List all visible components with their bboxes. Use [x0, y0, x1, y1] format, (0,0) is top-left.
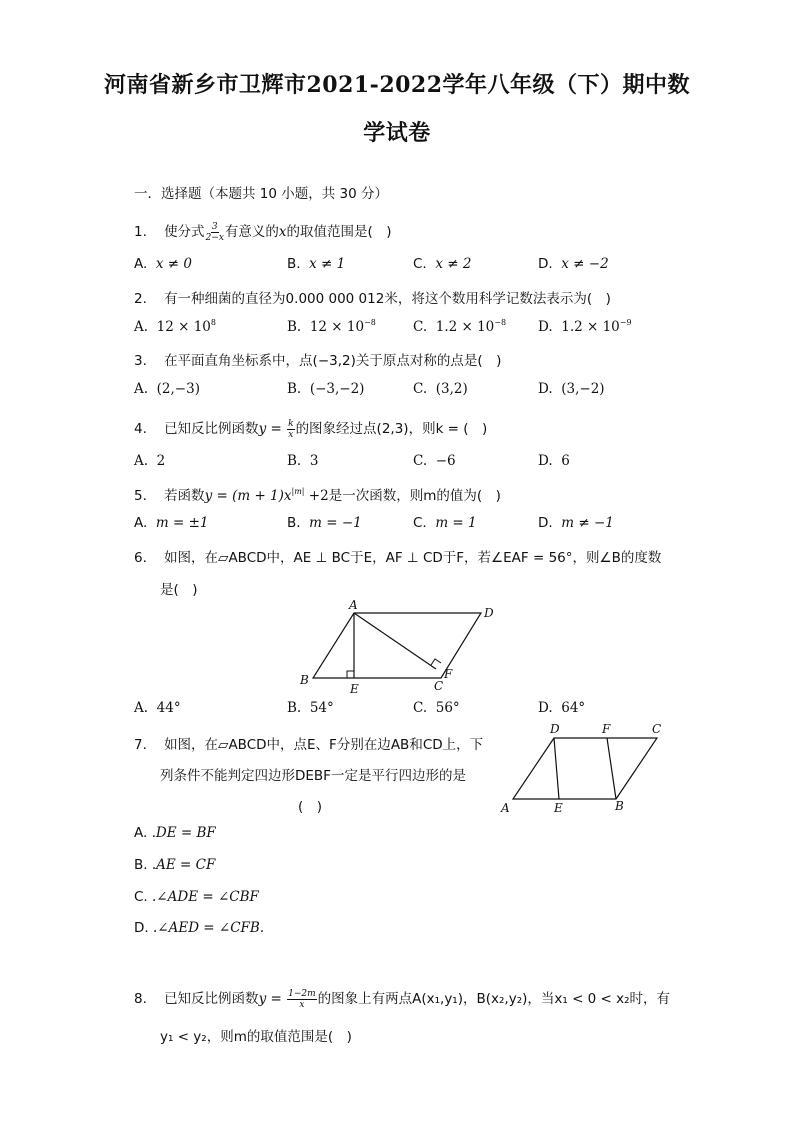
- question-text: 有意义的: [224, 224, 279, 240]
- fraction: [287, 989, 317, 1010]
- option-text: 3: [309, 453, 319, 469]
- q4-option-b: [287, 453, 318, 469]
- q3-option-c: [413, 381, 468, 397]
- option-label: B.: [287, 700, 302, 716]
- q5-option-a: [134, 515, 209, 531]
- question-number: 4.: [134, 421, 147, 437]
- variable: x: [278, 224, 287, 240]
- q1-option-d: [538, 256, 609, 272]
- option-text: (3,−2): [561, 381, 605, 397]
- q2-option-a: [134, 318, 216, 335]
- option-exponent: −9: [619, 318, 632, 327]
- question-number: 6.: [134, 550, 147, 566]
- question-text: 有一种细菌的直径为0.000 000 012米，将这个数用科学记数法表示为( ): [164, 291, 611, 307]
- fraction-denominator: x: [299, 999, 305, 1010]
- question-text: 在平面直角坐标系中，点(−3,2)关于原点对称的点是( ): [164, 353, 502, 369]
- q6-parallelogram-figure: [295, 595, 510, 695]
- fraction: [287, 419, 294, 440]
- option-text: 6: [561, 453, 570, 469]
- q2-option-b: [287, 318, 376, 335]
- equation-lhs: y =: [258, 991, 287, 1007]
- exam-title-line2: 学试卷: [363, 120, 431, 146]
- option-label: B.: [287, 381, 302, 397]
- question-text: 若函数: [164, 488, 205, 504]
- option-label: A.: [134, 515, 148, 531]
- question-number: 7.: [134, 737, 147, 753]
- option-label: D.: [134, 920, 149, 936]
- function-expression: y = (m + 1)x: [204, 488, 292, 504]
- option-label: A.: [134, 256, 148, 272]
- label-d: D: [550, 722, 560, 736]
- fraction-numerator: 1−2m: [288, 988, 316, 999]
- q5-option-c: [413, 515, 477, 531]
- option-label: B.: [287, 515, 301, 531]
- fraction-denominator: x: [288, 429, 294, 440]
- fraction-numerator: k: [288, 418, 294, 429]
- option-label: A.: [134, 453, 149, 469]
- option-text: .∠AED = ∠CFB.: [152, 920, 265, 936]
- q7-parallelogram-figure: [495, 718, 675, 818]
- option-base: 12 × 10: [156, 319, 211, 335]
- option-label: C.: [413, 453, 428, 469]
- option-text: (2,−3): [156, 381, 200, 397]
- option-text: −6: [435, 453, 456, 469]
- option-label: C.: [134, 889, 148, 905]
- segment-de: [554, 738, 559, 799]
- option-text: .DE = BF: [151, 825, 216, 841]
- question-text: 如图，在▱ABCD中，点E、F分别在边AB和CD上，下: [164, 737, 484, 753]
- q6-option-d: [538, 700, 585, 716]
- label-e: E: [350, 682, 359, 695]
- question-number: 5.: [134, 488, 147, 504]
- fraction-numerator: 3: [211, 221, 218, 232]
- option-label: B.: [287, 319, 302, 335]
- option-label: C.: [413, 256, 427, 272]
- q7-option-c: [134, 889, 259, 905]
- question-text: 的取值范围是( ): [286, 224, 392, 240]
- option-label: B.: [287, 453, 302, 469]
- option-text: 64°: [561, 700, 586, 716]
- question-number: 3.: [134, 353, 147, 369]
- question-number: 2.: [134, 291, 147, 307]
- q4-option-a: [134, 453, 165, 469]
- q4-option-c: [413, 453, 456, 469]
- question-7-line3: ( ): [298, 799, 323, 815]
- question-1: [134, 220, 392, 243]
- q3-option-b: [287, 381, 364, 397]
- option-text: (−3,−2): [309, 381, 365, 397]
- function-exponent: |m|: [291, 487, 305, 496]
- option-label: C.: [413, 319, 428, 335]
- label-b: B: [300, 673, 309, 687]
- question-6: [134, 546, 661, 566]
- label-a: A: [501, 801, 510, 815]
- option-text: 44°: [156, 700, 181, 716]
- q1-option-b: [287, 256, 345, 272]
- q6-option-c: [413, 700, 460, 716]
- option-text: x ≠ 2: [435, 256, 472, 272]
- q1-option-c: [413, 256, 471, 272]
- q7-option-b: [134, 857, 215, 873]
- option-text: m = ±1: [155, 515, 209, 531]
- fraction: [206, 222, 224, 243]
- option-exponent: −8: [494, 318, 507, 327]
- option-base: 1.2 × 10: [435, 319, 495, 335]
- q5-option-d: [538, 515, 614, 531]
- question-2: [134, 287, 611, 307]
- option-label: B.: [134, 857, 148, 873]
- question-text: 的图象经过点(2,3)，则k = ( ): [295, 421, 488, 437]
- question-text: 使分式: [164, 224, 205, 240]
- option-base: 1.2 × 10: [561, 319, 620, 335]
- option-label: D.: [538, 453, 553, 469]
- q1-option-a: [134, 256, 192, 272]
- q2-option-c: [413, 318, 506, 335]
- question-7-line2: 列条件不能判定四边形DEBF一定是平行四边形的是: [160, 768, 466, 784]
- segment-fb: [607, 738, 616, 799]
- label-c: C: [652, 722, 662, 736]
- option-label: A.: [134, 825, 148, 841]
- question-text: 已知反比例函数: [164, 991, 259, 1007]
- label-d: D: [484, 606, 494, 620]
- q7-option-d: [134, 920, 264, 936]
- option-text: x ≠ −2: [561, 256, 609, 272]
- right-angle-mark-e: [347, 671, 354, 678]
- fraction-denominator: 2−x: [205, 232, 224, 243]
- option-label: A.: [134, 319, 149, 335]
- label-c: C: [434, 679, 444, 693]
- option-exponent: −8: [364, 318, 376, 327]
- label-f: F: [602, 722, 611, 736]
- option-text: m = −1: [309, 515, 362, 531]
- option-label: D.: [538, 700, 553, 716]
- function-tail: +2: [304, 488, 329, 504]
- label-b: B: [615, 799, 624, 813]
- section-heading: 一．选择题（本题共 10 小题，共 30 分）: [134, 186, 389, 202]
- parallelogram-abcd: [513, 738, 657, 799]
- exam-title-line1: 河南省新乡市卫辉市2021-2022学年八年级（下）期中数: [103, 72, 691, 98]
- question-8: [134, 987, 670, 1010]
- question-4: [134, 417, 487, 440]
- option-label: C.: [413, 381, 428, 397]
- label-a: A: [349, 598, 358, 612]
- q7-option-a: [134, 825, 216, 841]
- label-f: F: [444, 667, 453, 681]
- option-text: (3,2): [435, 381, 468, 397]
- q2-option-d: [538, 318, 632, 335]
- question-number: 8.: [134, 991, 147, 1007]
- option-label: B.: [287, 256, 301, 272]
- option-exponent: 8: [210, 318, 216, 327]
- option-label: A.: [134, 381, 149, 397]
- question-text: 的图象上有两点A(x₁,y₁)，B(x₂,y₂)，当x₁ < 0 < x₂时，有: [317, 991, 671, 1007]
- option-text: .AE = CF: [151, 857, 216, 873]
- option-base: 12 × 10: [309, 319, 365, 335]
- q4-option-d: [538, 453, 570, 469]
- option-label: D.: [538, 319, 553, 335]
- option-label: A.: [134, 700, 149, 716]
- option-text: 54°: [309, 700, 334, 716]
- option-label: D.: [538, 256, 553, 272]
- question-text: 如图，在▱ABCD中，AE ⊥ BC于E，AF ⊥ CD于F，若∠EAF = 56°，则∠B的度数: [164, 550, 662, 566]
- q3-option-d: [538, 381, 605, 397]
- option-text: x ≠ 1: [309, 256, 346, 272]
- equation-lhs: y =: [258, 421, 287, 437]
- parallelogram-abcd: [313, 613, 481, 678]
- option-text: x ≠ 0: [155, 256, 192, 272]
- question-8-line2: y₁ < y₂，则m的取值范围是( ): [160, 1029, 352, 1045]
- question-3: [134, 349, 501, 369]
- label-e: E: [554, 801, 563, 815]
- question-6-line2: 是( ): [160, 582, 198, 598]
- option-label: C.: [413, 515, 427, 531]
- q6-option-b: [287, 700, 334, 716]
- question-text: 是一次函数，则m的值为( ): [328, 488, 501, 504]
- option-text: .∠ADE = ∠CBF: [152, 889, 259, 905]
- question-7: [134, 733, 483, 753]
- question-number: 1.: [134, 224, 147, 240]
- option-label: C.: [413, 700, 428, 716]
- right-angle-mark-f: [431, 659, 441, 665]
- question-text: 已知反比例函数: [164, 421, 259, 437]
- q6-option-a: [134, 700, 181, 716]
- option-label: D.: [538, 515, 553, 531]
- option-text: 2: [156, 453, 166, 469]
- option-label: D.: [538, 381, 553, 397]
- question-5: [134, 484, 501, 504]
- segment-af: [354, 613, 436, 669]
- q5-option-b: [287, 515, 362, 531]
- option-text: m = 1: [435, 515, 477, 531]
- option-text: m ≠ −1: [561, 515, 614, 531]
- option-text: 56°: [435, 700, 460, 716]
- q3-option-a: [134, 381, 200, 397]
